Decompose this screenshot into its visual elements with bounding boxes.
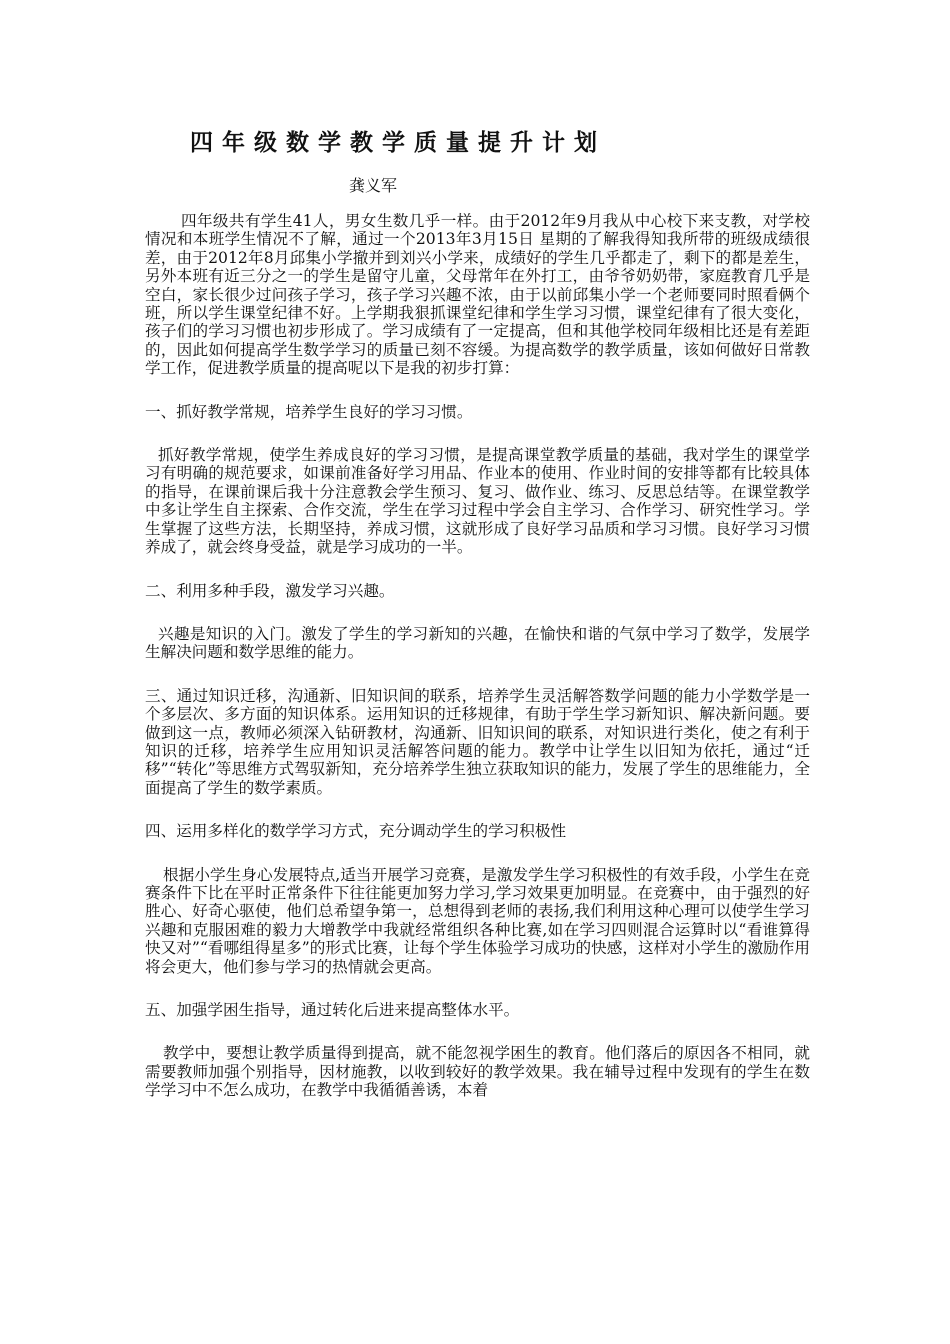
section-heading-1: 一、抓好教学常规，培养学生良好的学习习惯。 — [145, 402, 473, 421]
document-title: 四年级数学教学质量提升计划 — [190, 129, 606, 156]
section-heading-4: 四、运用多样化的数学学习方式，充分调动学生的学习积极性 — [145, 822, 567, 841]
document-author: 龚义军 — [349, 176, 398, 195]
intro-paragraph: 四年级共有学生41人，男女生数几乎一样。由于2012年9月我从中心校下来支教，对学校情况和本班学生情况不了解，通过一个2013年3月15日 星期的了解我得知我所带的班级成绩很差，由于2012年8月邱集小学撤并到刘兴小学来，成绩好的学生几乎都走了，剩下的都是差生，另外本班有近三分之一的学生是留守儿童，父母常年在外打工，由爷爷奶奶带，家庭教育几乎是空白，家长很少过问孩子学习，孩子学习兴趣不浓，由于以前邱集小学一个老师要同时照看俩个班，所以学生课堂纪律不好。上学期我狠抓课堂纪律和学生学习习惯，课堂纪律有了很大变化，孩子们的学习习惯也初步形成了。学习成绩有了一定提高，但和其他学校同年级相比还是有差距的，因此如何提高学生数学学习的质量已刻不容缓。为提高数学的教学质量，该如何做好日常教学工作，促进教学质量的提高呢以下是我的初步打算： — [145, 212, 810, 378]
section-heading-2: 二、利用多种手段，激发学习兴趣。 — [145, 581, 395, 600]
section-body-2: 兴趣是知识的入门。激发了学生的学习新知的兴趣，在愉快和谐的气氛中学习了数学，发展学生解决问题和数学思维的能力。 — [145, 624, 810, 662]
section-heading-5: 五、加强学困生指导，通过转化后进来提高整体水平。 — [145, 1001, 520, 1019]
section-body-5: 教学中，要想让教学质量得到提高，就不能忽视学困生的教育。他们落后的原因各不相同，就需要教师加强个别指导，因材施教，以收到较好的教学效果。我在辅导过程中发现有的学生在数学学习中不怎么成功，在教学中我循循善诱，本着 — [145, 1044, 810, 1100]
document-body — [145, 212, 810, 1100]
section-body-3: 三、通过知识迁移，沟通新、旧知识间的联系，培养学生灵活解答数学问题的能力小学数学是一个多层次、多方面的知识体系。运用知识的迁移规律，有助于学生学习新知识、解决新问题。要做到这一点，教师必须深入钻研教材，沟通新、旧知识间的联系，对知识进行类化，使之有利于知识的迁移，培养学生应用知识灵活解答问题的能力。教学中让学生以旧知为依托，通过“迁移”“转化”等思维方式驾驭新知，充分培养学生独立获取知识的能力，发展了学生的思维能力，全面提高了学生的数学素质。 — [145, 686, 810, 797]
section-body-1: 抓好教学常规，使学生养成良好的学习习惯，是提高课堂教学质量的基础，我对学生的课堂学习有明确的规范要求，如课前准备好学习用品、作业本的使用、作业时间的安排等都有比较具体的指导，在课前课后我十分注意教会学生预习、复习、做作业、练习、反思总结等。在课堂教学中多让学生自主探索、合作交流，学生在学习过程中学会自主学习、合作学习、研究性学习。学生掌握了这些方法，长期坚持，养成习惯，这就形成了良好学习品质和学习习惯。良好学习习惯养成了，就会终身受益，就是学习成功的一半。 — [145, 446, 810, 557]
section-body-4: 根据小学生身心发展特点,适当开展学习竞赛，是激发学生学习积极性的有效手段，小学生在竞赛条件下比在平时正常条件下往往能更加努力学习,学习效果更加明显。在竞赛中，由于强烈的好胜心、好奇心驱使，他们总希望争第一，总想得到老师的表扬,我们利用这种心理可以使学生学习兴趣和克服困难的毅力大增教学中我就经常组织各种比赛,如在学习四则混合运算时以“看谁算得快又对”“看哪组得星多”的形式比赛，让每个学生体验学习成功的快感，这样对小学生的激励作用将会更大，他们参与学习的热情就会更高。 — [145, 865, 810, 976]
